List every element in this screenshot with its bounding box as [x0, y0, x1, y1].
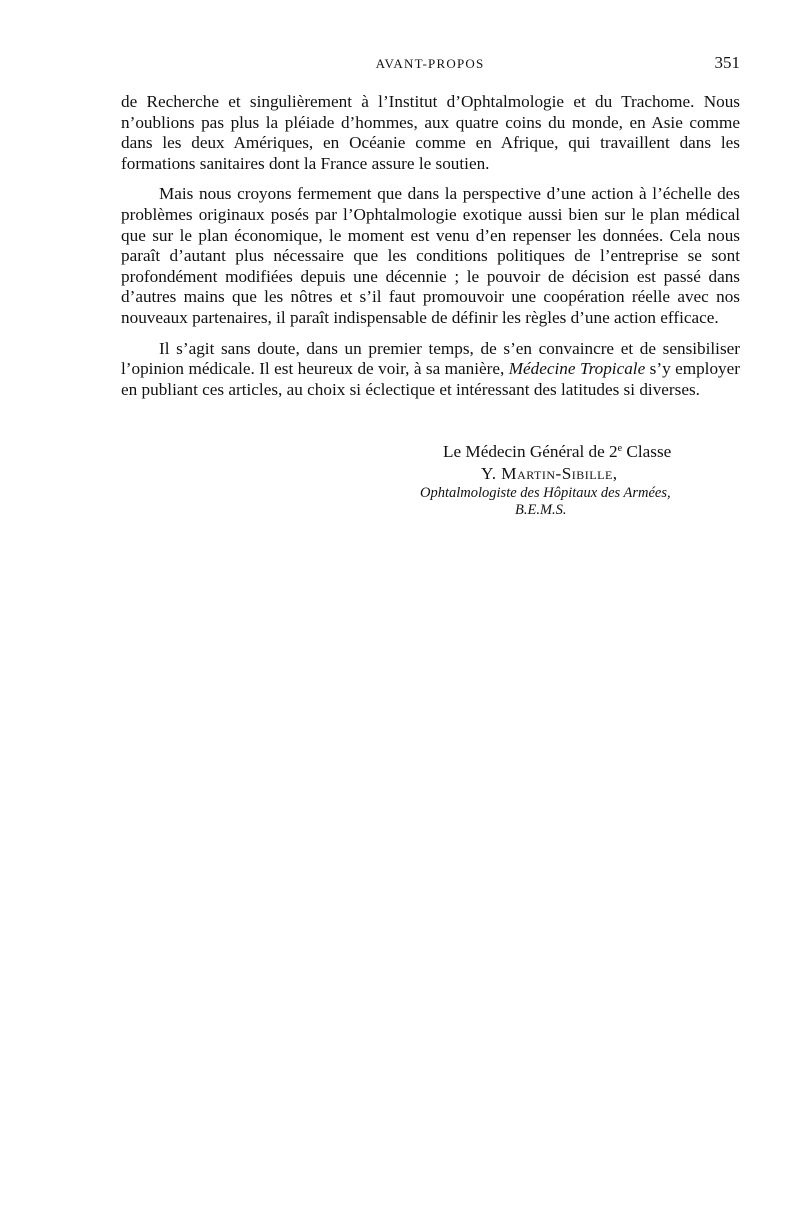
signature-rank-suffix: Classe	[626, 442, 672, 461]
running-title: AVANT-PROPOS	[375, 56, 485, 71]
signature-title: Ophtalmologiste des Hôpitaux des Armées,	[420, 485, 671, 501]
signature-initial: Y.	[481, 464, 497, 483]
paragraph-3	[121, 339, 740, 401]
paragraph-1: de Recherche et singulièrement à l’Institut d’Ophtalmologie et du Trachome. Nous n’oublions pas plus la pléiade d’hommes, aux quatre coins du monde, en Asie comme dans les deux Amériques, en Océanie comme en Afrique, qui travaillent dans les formations sanitaires dont la France assure le soutien.	[121, 92, 740, 173]
signature-name	[481, 463, 740, 485]
page-number: 351	[714, 53, 740, 72]
signature-surname: Martin-Sibille,	[501, 464, 618, 483]
paragraph-3-end: s’y employer en publiant ces articles, au choix si éclectique et intéressant des latitudes si diverses.	[121, 359, 741, 399]
signature-block	[400, 438, 740, 519]
paragraph-3-start: Il s’agit sans doute, dans un premier temps, de s’en convaincre et de sensibiliser l’opinion médicale. Il est heureux de voir, à sa manière,	[121, 338, 740, 379]
running-header	[120, 53, 740, 77]
body-text	[121, 92, 740, 400]
signature-rank-prefix: Le Médecin Général de 2	[443, 442, 618, 461]
signature-rank-superscript: e	[617, 443, 623, 454]
signature-unit: B.E.M.S.	[515, 502, 567, 518]
signature-rank	[443, 438, 740, 463]
paragraph-2: Mais nous croyons fermement que dans la perspective d’une action à l’échelle des problèmes originaux posés par l’Ophtalmologie exotique aussi bien sur le plan médical que sur le plan économique, le moment est venu d’en repenser les données. Cela nous paraît d’autant plus nécessaire que les conditions politiques de l’entreprise se sont profondément modifiées depuis une décennie ; le pouvoir de décision est passé dans d’autres mains que les nôtres et s’il faut promouvoir une coopération réelle avec nos nouveaux partenaires, il paraît indispensable de définir les règles d’une action efficace.	[121, 184, 740, 327]
journal-title: Médecine Tropicale	[508, 359, 646, 379]
